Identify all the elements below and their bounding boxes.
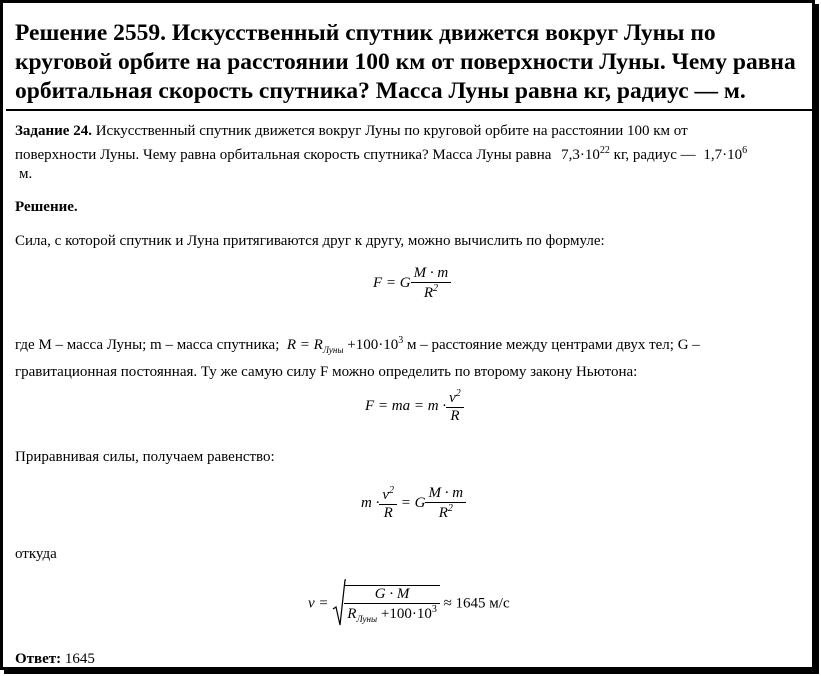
task-paragraph: [15, 122, 805, 184]
solution-label: Решение.: [15, 199, 78, 215]
task-text-kg: кг, радиус —: [613, 147, 696, 163]
sqrt-sign: $\frac{G \cdot M}{R_{Луны} +100\cdot 10^3}$: [332, 579, 440, 629]
divider: [6, 109, 812, 111]
formula-distance: $R = R_{Луны} +100\cdot 10^3$: [283, 335, 404, 355]
mass-formula: $7,3\cdot 10^{22}$: [561, 145, 610, 163]
page-title: Решение 2559. Искусственный спутник движется вокруг Луны по круговой орбите на расстоянии 100 км от поверхности Луны. Чему равна орбитальная скорость спутника? Масса Луны равна кг, радиус — м.: [15, 20, 796, 104]
result-value: ≈ 1645 м/с: [443, 595, 510, 612]
para-4: откуда: [15, 546, 57, 562]
task-text-1: Искусственный спутник движется вокруг Луны по круговой орбите на расстоянии 100 км от: [95, 123, 688, 139]
formula-equality: m · $\frac{v^2}{R}$ = G $\frac{M \cdot m}{R^2}$: [361, 485, 466, 522]
task-text-m: м.: [19, 166, 33, 182]
formula-newton: F = ma = m · $\frac{v^2}{R}$: [365, 388, 464, 425]
radius-formula: $1,7\cdot 10^6$: [703, 145, 748, 163]
formula-velocity: v = $\frac{G \cdot M}{R_{Луны} +100\cdot 10^3}$ ≈ 1645 м/с: [308, 579, 510, 629]
task-label: Задание 24.: [15, 123, 92, 139]
para-2: где M – масса Луны; m – масса спутника; $R = R_{Луны} +100\cdot 10^3$ м – расстояние между центрами двух тел; G – гравитационная постоянная. Ту же самую силу F можно определить по второму закону Ньютона:: [15, 335, 700, 380]
task-text-2: поверхности Луны. Чему равна орбитальная скорость спутника? Масса Луны равна: [15, 147, 552, 163]
formula-gravity: F = G $\frac{M \cdot m}{R^2}$: [373, 265, 451, 302]
answer: Ответ: 1645: [15, 651, 95, 667]
para-3: Приравнивая силы, получаем равенство:: [15, 449, 275, 465]
para-1: Сила, с которой спутник и Луна притягиваются друг к другу, можно вычислить по формуле:: [15, 233, 605, 249]
